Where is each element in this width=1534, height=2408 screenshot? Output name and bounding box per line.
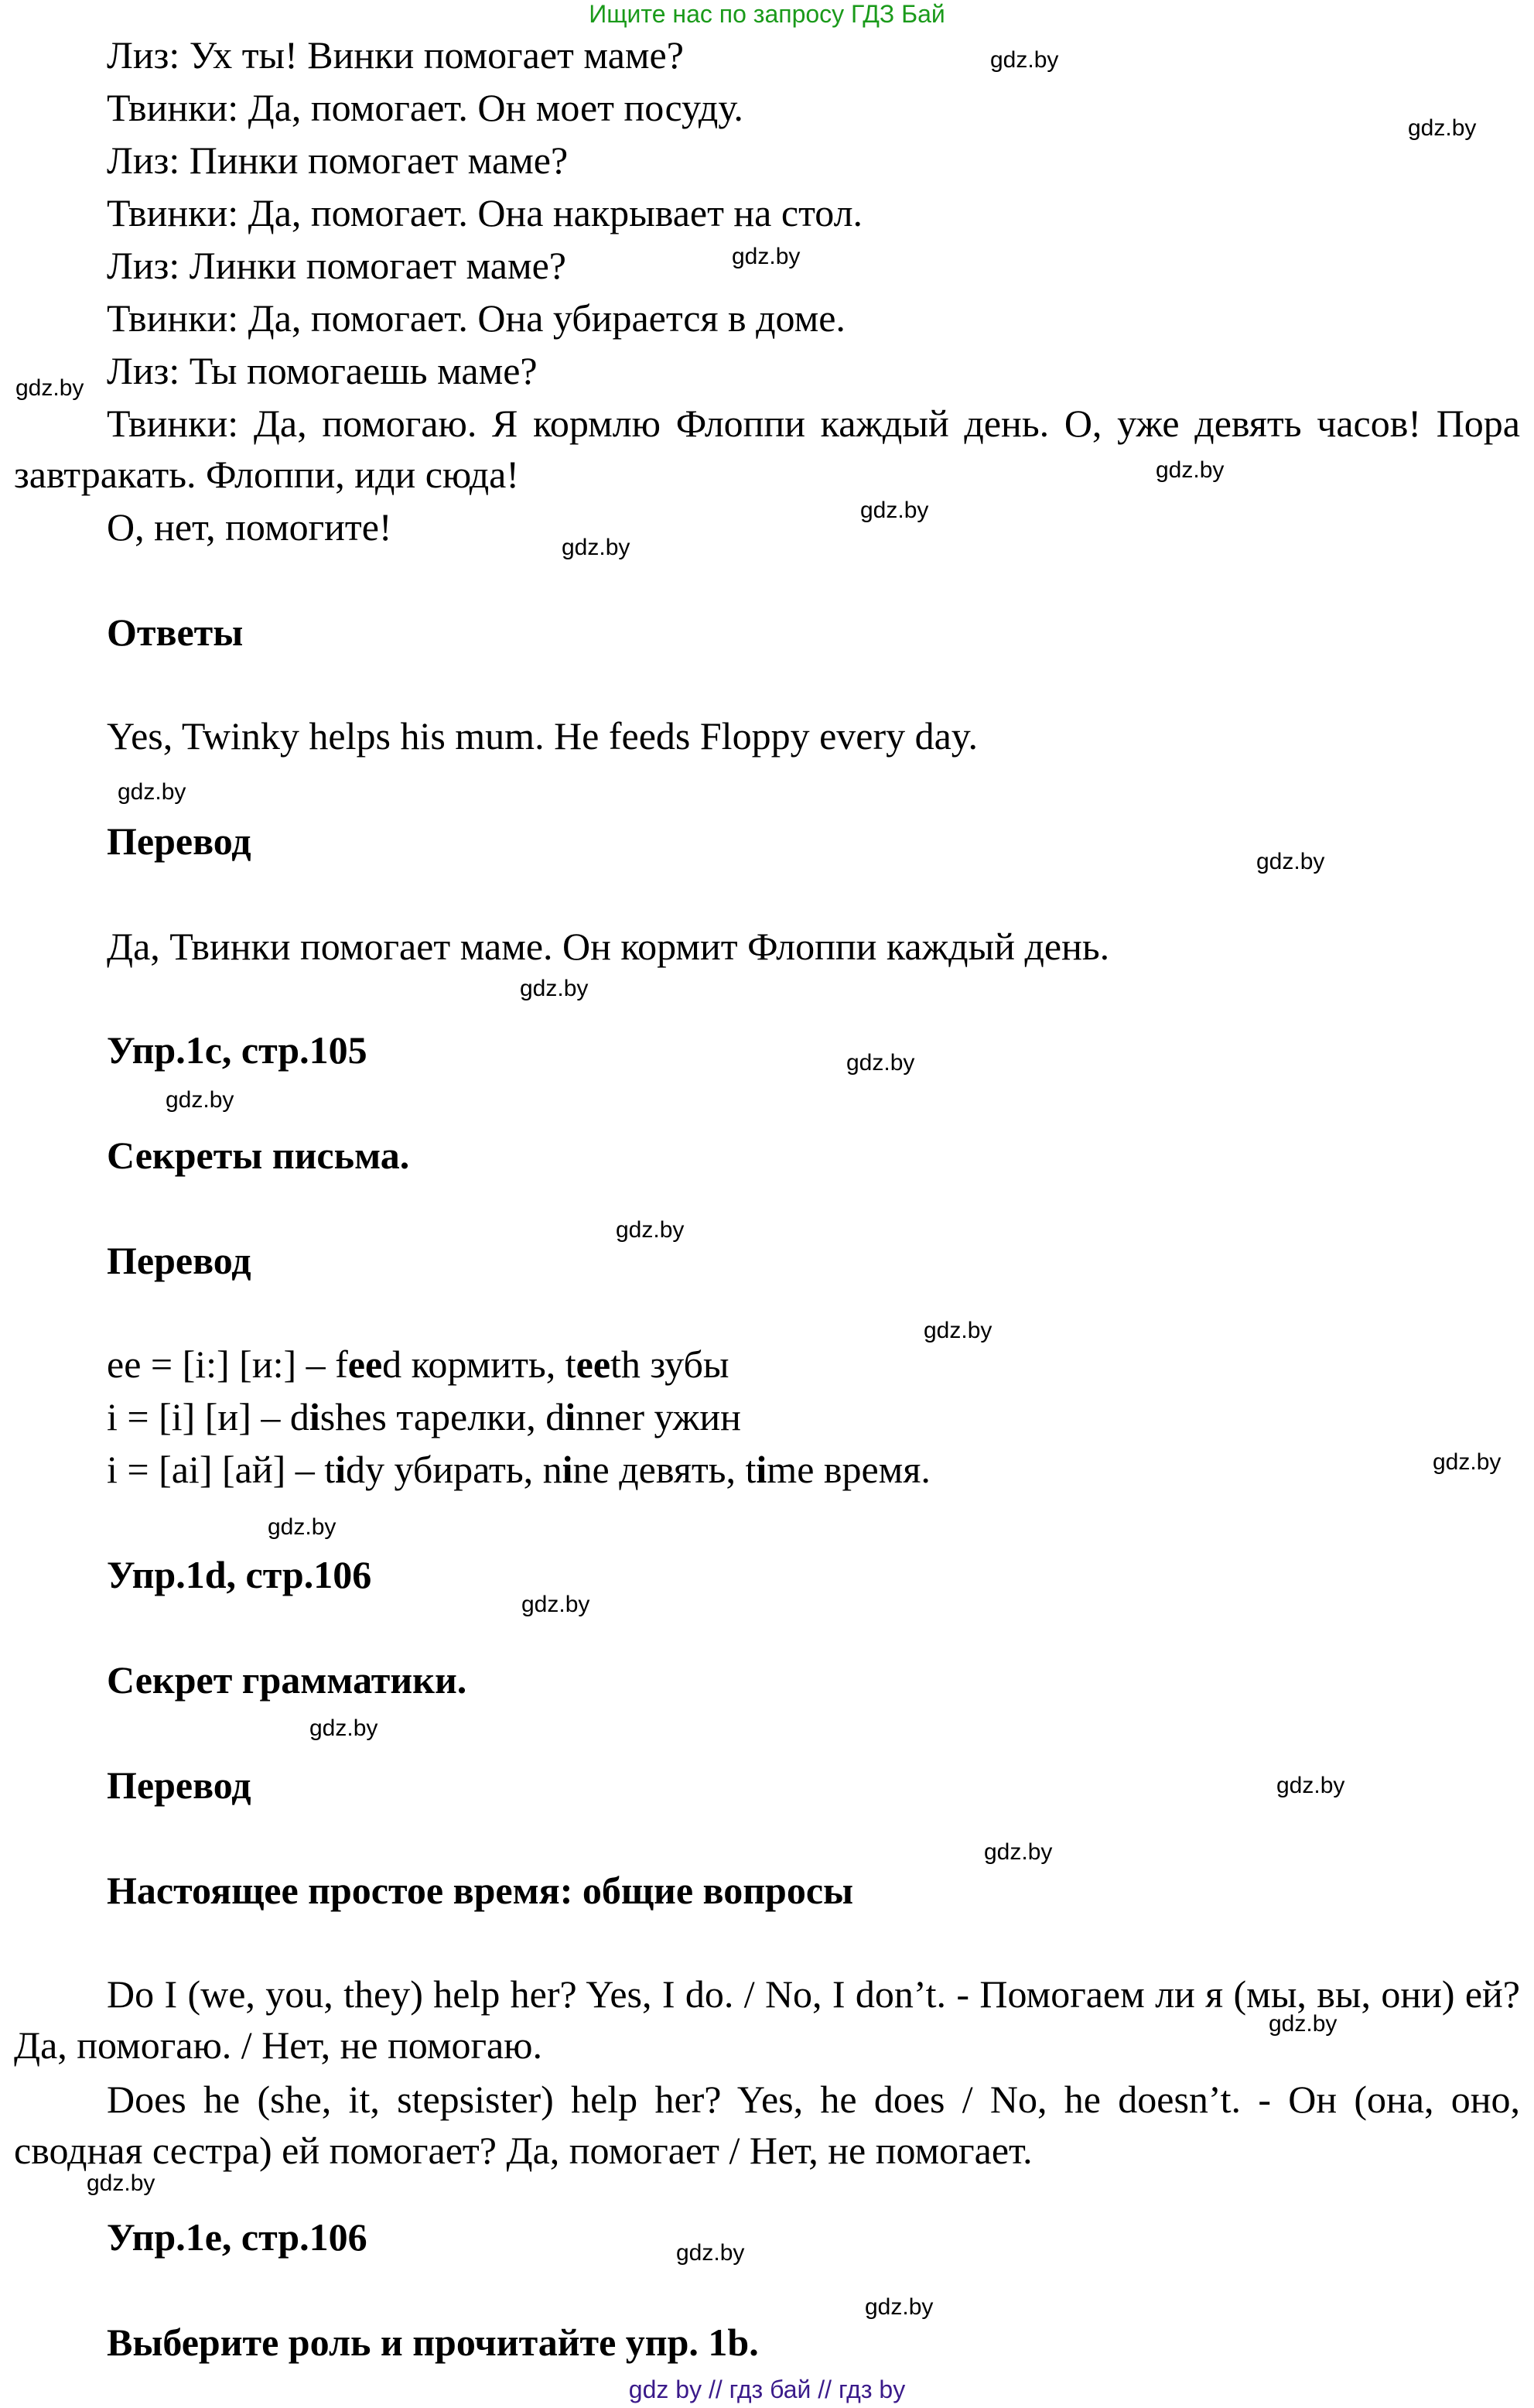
watermark: gdz.by [984, 1839, 1053, 1865]
dialogue-line: Лиз: Ты помогаешь маме? [107, 349, 538, 392]
grammar-paragraph: Does he (she, it, stepsister) help her? Yes, he does / No, he doesn’t. - Он (она, оно, сводная сестра) ей помогает? Да, помогает / Нет, не помогает. [14, 2078, 1520, 2172]
watermark: gdz.by [1269, 2011, 1338, 2037]
watermark: gdz.by [1256, 849, 1325, 874]
dialogue-line: Твинки: Да, помогает. Она убирается в доме. [107, 296, 846, 340]
answers-heading: Ответы [107, 611, 244, 654]
watermark: gdz.by [166, 1087, 234, 1113]
watermark: gdz.by [520, 976, 589, 1001]
dialogue-line: Лиз: Пинки помогает маме? [107, 139, 569, 182]
dialogue-line: Лиз: Ух ты! Винки помогает маме? [107, 33, 684, 77]
grammar-heading: Настоящее простое время: общие вопросы [107, 1869, 854, 1912]
watermark: gdz.by [846, 1050, 915, 1076]
exercise-subtitle: Секреты письма. [107, 1134, 410, 1177]
watermark: gdz.by [1156, 457, 1225, 483]
watermark: gdz.by [676, 2240, 745, 2266]
exercise-subtitle: Выберите роль и прочитайте упр. 1b. [107, 2321, 759, 2364]
spelling-rule: i = [i] [и] – dishes тарелки, dinner ужин [107, 1395, 741, 1438]
watermark: gdz.by [268, 1514, 337, 1540]
spelling-rule: ee = [i:] [и:] – feed кормить, teeth зубы [107, 1343, 729, 1386]
translation-text: Да, Твинки помогает маме. Он кормит Флоппи каждый день. [107, 925, 1110, 968]
watermark: gdz.by [118, 779, 186, 805]
watermark: gdz.by [521, 1592, 590, 1617]
watermark: gdz.by [309, 1715, 378, 1741]
watermark: gdz.by [860, 498, 929, 523]
grammar-paragraph: Do I (we, you, they) help her? Yes, I do. / No, I don’t. - Помогаем ли я (мы, вы, они) ей? Да, помогаю. / Нет, не помогаю. [14, 1972, 1520, 2067]
watermark: gdz.by [990, 47, 1059, 73]
watermark: gdz.by [87, 2170, 155, 2196]
watermark: gdz.by [562, 535, 630, 560]
dialogue-paragraph: Твинки: Да, помогаю. Я кормлю Флоппи каждый день. О, уже девять часов! Пора завтракать. Флоппи, иди сюда! [14, 402, 1520, 496]
exercise-subtitle: Секрет грамматики. [107, 1658, 467, 1702]
answer-text: Yes, Twinky helps his mum. He feeds Floppy every day. [107, 714, 979, 758]
footer-banner: gdz by // гдз бай // гдз by [628, 2376, 906, 2403]
translation-heading: Перевод [107, 819, 251, 863]
translation-heading: Перевод [107, 1239, 251, 1282]
watermark: gdz.by [15, 375, 84, 401]
dialogue-line: Твинки: Да, помогает. Он моет посуду. [107, 86, 743, 129]
watermark: gdz.by [924, 1318, 992, 1343]
spelling-rule: i = [ai] [ай] – tidy убирать, nine девять, time время. [107, 1448, 931, 1491]
translation-heading: Перевод [107, 1763, 251, 1807]
exercise-title: Упр.1e, стр.106 [107, 2215, 367, 2259]
dialogue-line: О, нет, помогите! [107, 505, 392, 549]
watermark: gdz.by [1433, 1449, 1502, 1475]
watermark: gdz.by [1408, 115, 1477, 141]
exercise-title: Упр.1d, стр.106 [107, 1553, 372, 1596]
dialogue-line: Лиз: Линки помогает маме? [107, 244, 566, 287]
watermark: gdz.by [865, 2294, 934, 2320]
watermark: gdz.by [1276, 1773, 1345, 1798]
watermark: gdz.by [732, 244, 801, 269]
search-banner: Ищите нас по запросу ГДЗ Бай [589, 0, 945, 28]
exercise-title: Упр.1c, стр.105 [107, 1028, 367, 1072]
watermark: gdz.by [616, 1217, 685, 1243]
dialogue-line: Твинки: Да, помогает. Она накрывает на стол. [107, 191, 863, 234]
